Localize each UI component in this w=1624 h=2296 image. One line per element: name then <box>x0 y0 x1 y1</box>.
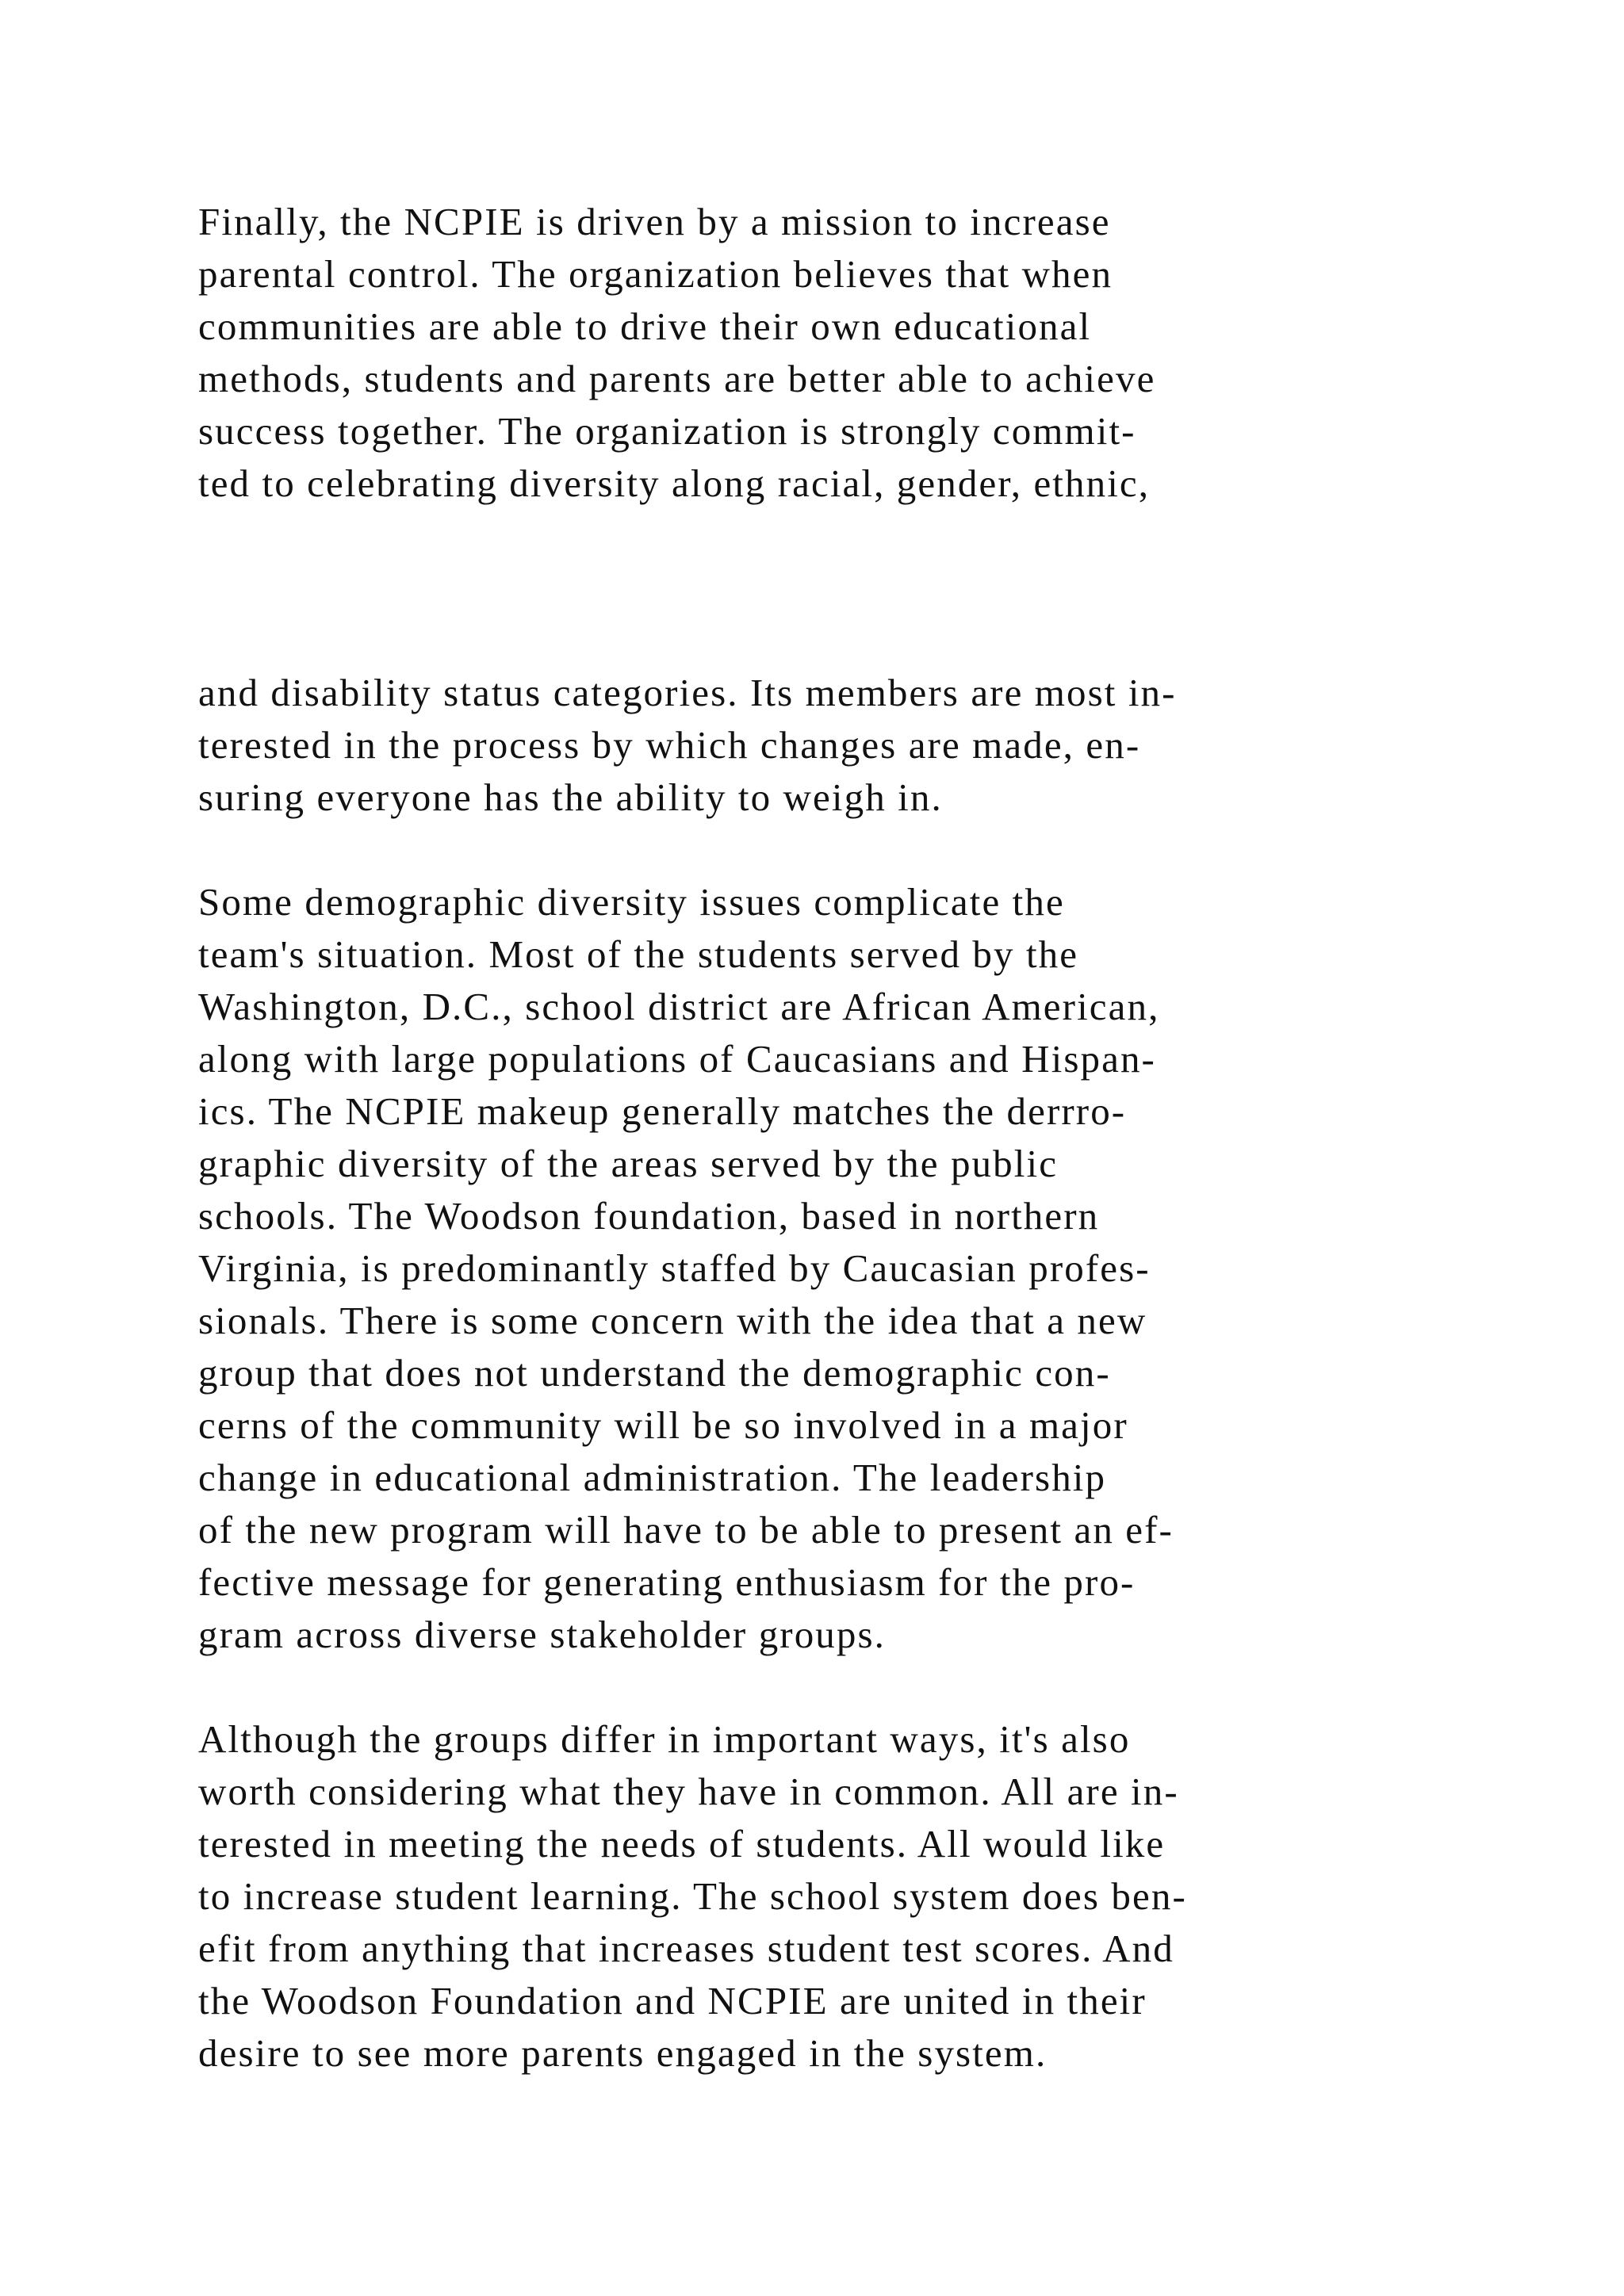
text-line: terested in meeting the needs of students. All would like <box>198 1822 1166 1866</box>
text-line: the Woodson Foundation and NCPIE are united in their <box>198 1979 1147 2022</box>
text-line: ics. The NCPIE makeup generally matches the derrro- <box>198 1089 1127 1133</box>
text-line: sionals. There is some concern with the idea that a new <box>198 1299 1147 1342</box>
text-line: group that does not understand the demographic con- <box>198 1351 1111 1395</box>
text-line: Washington, D.C., school district are African American, <box>198 985 1160 1028</box>
text-line: gram across diverse stakeholder groups. <box>198 1613 887 1656</box>
text-line: change in educational administration. The leadership <box>198 1456 1107 1499</box>
text-line: Although the groups differ in important ways, it's also <box>198 1717 1131 1761</box>
text-line: to increase student learning. The school system does ben- <box>198 1874 1187 1918</box>
text-line: along with large populations of Caucasians and Hispan- <box>198 1037 1156 1081</box>
text-line: Some demographic diversity issues complicate the <box>198 880 1065 924</box>
text-line: worth considering what they have in common. All are in- <box>198 1770 1179 1813</box>
text-line: suring everyone has the ability to weigh in. <box>198 775 943 819</box>
text-line: desire to see more parents engaged in the system. <box>198 2031 1048 2075</box>
text-line: methods, students and parents are better able to achieve <box>198 357 1156 400</box>
text-line: and disability status categories. Its members are most in- <box>198 671 1177 714</box>
text-line: Virginia, is predominantly staffed by Caucasian profes- <box>198 1246 1151 1290</box>
text-line: of the new program will have to be able to present an ef- <box>198 1508 1174 1552</box>
paragraph-common-ground <box>198 1713 1187 2080</box>
paragraph-demographic-diversity <box>198 876 1174 1661</box>
text-line: success together. The organization is strongly commit- <box>198 409 1136 453</box>
text-line: graphic diversity of the areas served by the public <box>198 1142 1059 1185</box>
text-line: parental control. The organization believes that when <box>198 252 1113 296</box>
text-line: cerns of the community will be so involved in a major <box>198 1403 1128 1447</box>
text-line: Finally, the NCPIE is driven by a mission to increase <box>198 200 1111 243</box>
text-line: communities are able to drive their own educational <box>198 304 1092 348</box>
text-line: fective message for generating enthusiasm for the pro- <box>198 1560 1136 1604</box>
text-line: team's situation. Most of the students served by the <box>198 932 1079 976</box>
paragraph-ncpie-mission-continued <box>198 667 1177 824</box>
text-line: efit from anything that increases student test scores. And <box>198 1927 1174 1970</box>
paragraph-ncpie-mission <box>198 196 1155 510</box>
text-line: terested in the process by which changes are made, en- <box>198 723 1141 767</box>
text-line: ted to celebrating diversity along racial, gender, ethnic, <box>198 461 1151 505</box>
text-line: schools. The Woodson foundation, based in northern <box>198 1194 1100 1238</box>
